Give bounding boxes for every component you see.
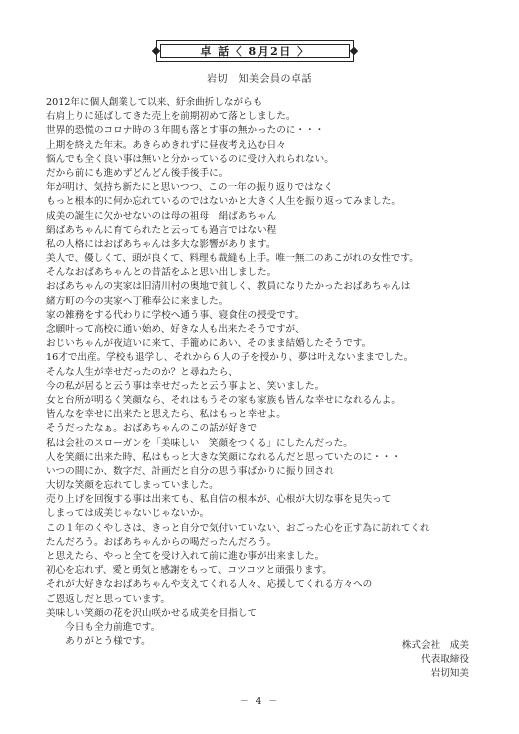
body-line: 悩んでも全く良い事は無いと分かっているのに受け入れられない。 bbox=[46, 153, 334, 165]
body-line: この１年のくやしさは、きっと自分で気付いていない、おごった心を正す為に訪れてくれ bbox=[46, 522, 430, 534]
body-line: 年が明け、気持ち新たにと思いつつ、この一年の振り返りではなく bbox=[46, 182, 334, 194]
signature-company: 株式会社 成美 bbox=[401, 640, 469, 651]
body-line: と思えたら、やっと全てを受け入れて前に進む事が出来ました。 bbox=[46, 551, 325, 562]
body-line: 家の雑務をする代わりに学校へ通う事、寝食住の授受です。 bbox=[46, 309, 305, 321]
body-line: 初心を忘れず、愛と勇気と感謝をもって、コツコツと頑張ります。 bbox=[46, 565, 332, 577]
diamond-right-icon bbox=[350, 47, 358, 55]
signature-position: 代表取締役 bbox=[421, 654, 469, 665]
body-line: 2012年に個人創業して以来、紆余曲折しながらも bbox=[46, 97, 263, 108]
body-line: おばあちゃんの実家は旧清川村の奥地で貧しく、教員になりたかったおばあちゃんは bbox=[46, 281, 411, 293]
page-title: 卓 話〈 8月2日 〉 bbox=[160, 44, 350, 58]
body-line: ありがとう様です。 bbox=[46, 636, 151, 648]
body-line: もっと根本的に何か忘れているのではないかと大きく人生を振り返ってみました。 bbox=[46, 196, 401, 208]
body-line: そんな人生が幸せだったのか？と尋ねたら、 bbox=[46, 366, 238, 378]
body-line: 私の人格にはおばあちゃんは多大な影響があります。 bbox=[46, 238, 276, 250]
speaker-subtitle: 岩切 知美会員の卓話 bbox=[207, 74, 312, 85]
body-line: 世界的恐慌のコロナ時の３年間も落とす事の無かったのに・・・ bbox=[46, 125, 325, 137]
body-line: 右肩上りに延ばしてきた売上を前期初めて落としました。 bbox=[46, 111, 296, 123]
body-line: そんなおばあちゃんとの昔話をふと思い出しました。 bbox=[46, 267, 277, 279]
body-line: 絹ばあちゃんに育てられたと云っても過言ではない程 bbox=[46, 224, 277, 236]
body-line: 16才で出産。学校も退学し、それから６人の子を授かり、夢は叶えないままでした。 bbox=[46, 352, 414, 364]
page-number: － 4 － bbox=[239, 697, 280, 707]
body-line: 今の私が居ると云う事は幸せだったと云う事よと、笑いました。 bbox=[46, 380, 325, 392]
body-line: 緒方町の今の実家へ丁稚奉公に来ました。 bbox=[46, 295, 229, 307]
body-line: いつの間にか、数字だ、計画だと自分の思う事ばかりに振り回され bbox=[46, 465, 334, 477]
body-line: 大切な笑顔を忘れてしまっていました。 bbox=[46, 480, 219, 492]
title-box bbox=[156, 40, 354, 62]
body-line: しまっては成美じゃないじゃないか。 bbox=[46, 508, 210, 520]
speech-body bbox=[46, 96, 486, 649]
body-line: おじいちゃんが夜這いに来て、手籠めにあい、そのまま結婚したそうです。 bbox=[46, 338, 372, 350]
signature-block bbox=[402, 639, 469, 681]
body-line: そうだったなぁ。おばあちゃんのこの話が好きで bbox=[46, 423, 258, 435]
body-line: 上期を終えた年末。あきらめきれずに昼夜考え込む日々 bbox=[46, 139, 286, 151]
body-line: 皆んなを幸せに出来たと思えたら、私はもっと幸せよ。 bbox=[46, 409, 286, 421]
body-line: 人を笑顔に出来た時、私はもっと大きな笑顔になれるんだと思っていたのに・・・ bbox=[46, 451, 401, 463]
diamond-left-icon bbox=[152, 47, 160, 55]
body-line: それが大好きなおばあちゃんや支えてくれる人々、応援してくれる方々への bbox=[46, 579, 373, 591]
signature-name: 岩切知美 bbox=[430, 668, 469, 679]
body-line: 念願叶って高校に通い始め、好きな人も出来たそうですが、 bbox=[46, 324, 305, 335]
body-line: 売り上げを回復する事は出来ても、私自信の根本が、心根が大切な事を見失って bbox=[46, 494, 392, 506]
body-line: 美人で、優しくて、頭が良くて、料理も裁縫も上手。唯一無二のあこがれの女性です。 bbox=[46, 253, 419, 265]
body-line: 女と台所が明るく笑顔なら、それはもうその家も家族も皆んな幸せになれるんよ。 bbox=[46, 394, 401, 406]
body-line: たんだろう。おばあちゃんからの喝だったんだろう。 bbox=[46, 536, 277, 548]
body-line: 私は会社のスローガンを「美味しい 笑顔をつくる」にしたんだった。 bbox=[46, 437, 353, 449]
body-line: ご恩返しだと思っています。 bbox=[46, 593, 170, 605]
body-line: 成美の誕生に欠かせないのは母の祖母 絹ばあちゃん bbox=[46, 210, 277, 222]
body-line: 美味しい笑顔の花を沢山咲かせる成美を目指して bbox=[46, 607, 258, 619]
body-line: だから前にも進めずどんどん後手後手に。 bbox=[46, 167, 229, 179]
body-line: 今日も全力前進です。 bbox=[46, 621, 161, 633]
